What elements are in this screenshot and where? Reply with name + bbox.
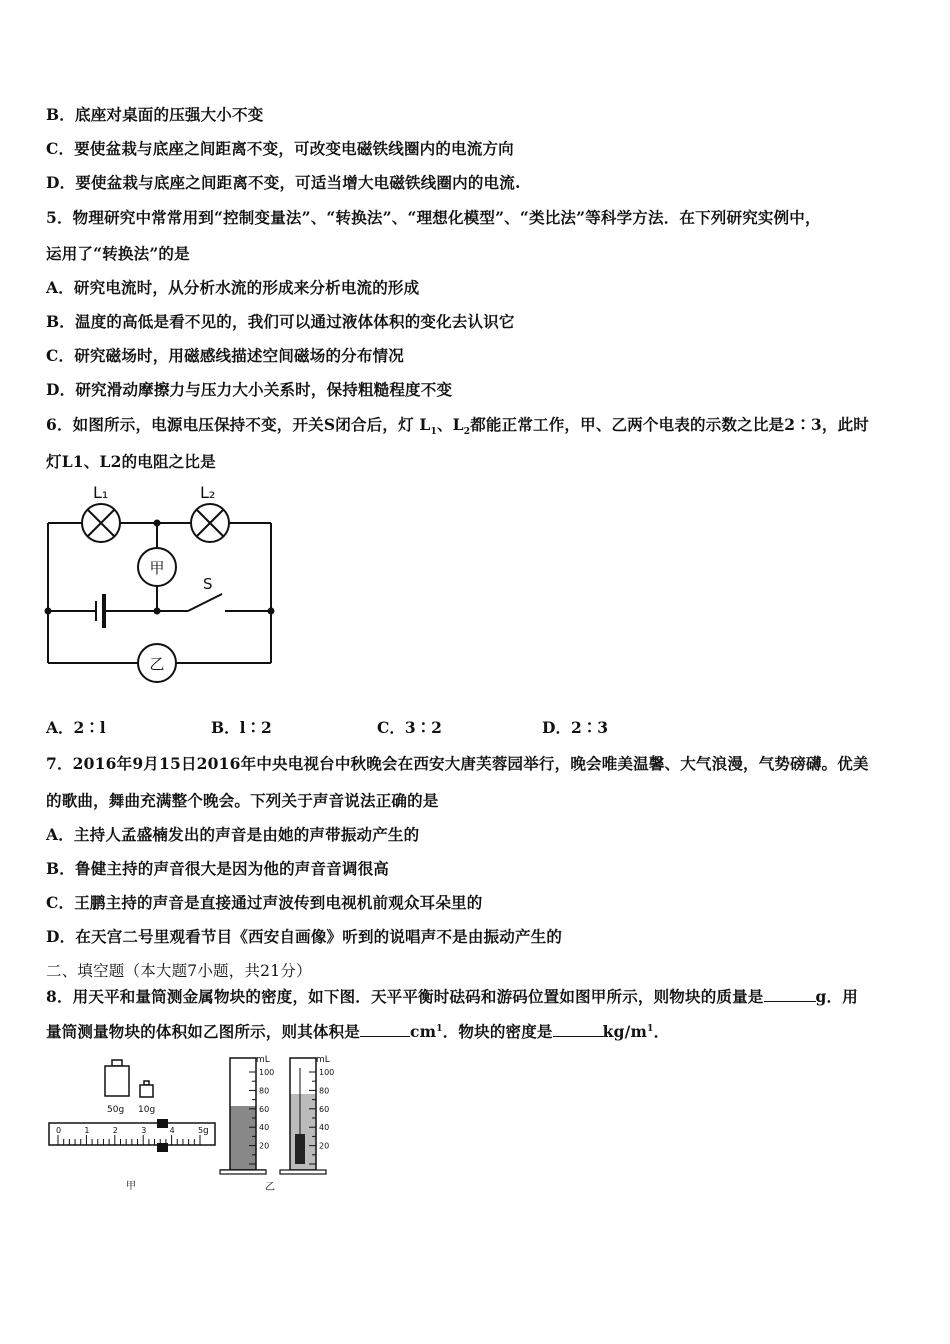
q8-stem-part: ．物块的密度是 [442, 1022, 553, 1041]
label-meter-b: 乙 [149, 655, 165, 673]
label-meter-a: 甲 [149, 559, 165, 577]
section-heading: 二、填空题（本大题7小题，共21分） [46, 962, 312, 980]
q5-option-b: B．温度的高低是看不见的，我们可以通过液体体积的变化去认识它 [46, 312, 515, 331]
scale-tick-label: 5 [198, 1126, 204, 1135]
q6-option-a: A．2∶l [46, 718, 106, 737]
q5-option-a: A．研究电流时，从分析水流的形成来分析电流的形成 [46, 278, 420, 297]
q8-stem-part: g．用 [815, 987, 858, 1006]
rider-bottom-icon [157, 1143, 168, 1152]
q4-option-c: C．要使盆栽与底座之间距离不变，可改变电磁铁线圈内的电流方向 [46, 139, 514, 158]
q5-option-c: C．研究磁场时，用磁感线描述空间磁场的分布情况 [46, 346, 404, 365]
cylinder-tick-label: 40 [259, 1123, 270, 1133]
cylinder-1-unit: mL [256, 1055, 270, 1065]
q6-stem-line1 [46, 413, 869, 437]
cylinder-tick-label: 100 [259, 1068, 275, 1077]
circuit-diagram [40, 480, 285, 690]
caption-b: 乙 [265, 1182, 275, 1193]
q6-option-c: C．3∶2 [377, 718, 442, 737]
q8-stem-part: cm [410, 1022, 437, 1041]
label-l1: L₁ [93, 483, 109, 502]
q8-stem-part: 量筒测量物块的体积如乙图所示，则其体积是 [46, 1022, 361, 1041]
q4-option-b: B．底座对桌面的压强大小不变 [46, 105, 264, 124]
balance-figure [44, 1055, 224, 1195]
answer-blank-mass[interactable] [764, 987, 816, 1002]
subscript: 1 [430, 427, 437, 438]
cylinder-2 [280, 1055, 334, 1174]
q7-option-d: D．在天宫二号里观看节目《西安自画像》听到的说唱声不是由振动产生的 [46, 927, 563, 946]
q7-stem-line2: 的歌曲，舞曲充满整个晚会。下列关于声音说法正确的是 [46, 791, 439, 810]
q6-stem-part: 、L [436, 415, 464, 434]
switch-icon [188, 594, 222, 611]
cylinder-1 [220, 1055, 274, 1174]
q6-option-b: B．l∶2 [211, 718, 272, 737]
label-l2: L₂ [200, 483, 216, 502]
q8-stem-part: 8．用天平和量筒测金属物块的密度，如下图．天平平衡时砝码和游码位置如图甲所示，则物块的质量是 [46, 987, 764, 1006]
cylinder-tick-label: 60 [319, 1104, 330, 1114]
cylinder-2-unit: mL [316, 1055, 330, 1065]
q5-stem-line1: 5．物理研究中常常用到“控制变量法”、“转换法”、“理想化模型”、“类比法”等科学方法．在下列研究实例中， [46, 208, 821, 227]
q7-option-b: B．鲁健主持的声音很大是因为他的声音音调很高 [46, 859, 390, 878]
q7-option-a: A．主持人孟盛楠发出的声音是由她的声带振动产生的 [46, 825, 420, 844]
weight-50g-icon [105, 1060, 129, 1096]
weight-50g-label: 50g [107, 1105, 125, 1115]
subscript: 2 [463, 427, 471, 438]
caption-a: 甲 [126, 1181, 136, 1192]
lamp-l1-icon [82, 504, 120, 542]
q8-stem-part: ． [653, 1022, 670, 1041]
q6-stem-part: 6．如图所示，电源电压保持不变，开关S闭合后，灯 L [46, 415, 431, 434]
q5-stem-line2: 运用了“转换法”的是 [46, 244, 190, 263]
q7-stem-line1: 7．2016年9月15日2016年中央电视台中秋晚会在西安大唐芙蓉园举行，晚会唯美温馨、大气浪漫，气势磅礴。优美 [46, 754, 869, 773]
q6-stem-part: 都能正常工作，甲、乙两个电表的示数之比是2∶3，此时 [470, 415, 870, 434]
scale-tick-label: 2 [112, 1126, 118, 1135]
lamp-l2-icon [191, 504, 229, 542]
cylinder-tick-label: 40 [319, 1123, 330, 1133]
q5-option-d: D．研究滑动摩擦力与压力大小关系时，保持粗糙程度不变 [46, 380, 453, 399]
scale-tick-label: 1 [84, 1126, 90, 1135]
scale-unit: g [203, 1126, 209, 1136]
cylinder-tick-label: 80 [319, 1086, 330, 1096]
q7-option-c: C．王鹏主持的声音是直接通过声波传到电视机前观众耳朵里的 [46, 893, 483, 912]
q4-option-d: D．要使盆栽与底座之间距离不变，可适当增大电磁铁线圈内的电流. [46, 173, 521, 192]
cylinder-tick-label: 60 [259, 1104, 270, 1114]
scale-tick-label: 3 [141, 1126, 147, 1135]
q6-stem-line2: 灯L1、L2的电阻之比是 [46, 452, 216, 471]
cylinder-tick-label: 100 [319, 1068, 335, 1077]
cylinder-figure [215, 1050, 345, 1195]
label-switch: S [203, 575, 213, 593]
weight-10g-label: 10g [138, 1105, 156, 1115]
weight-10g-icon [140, 1081, 153, 1097]
q8-stem-line2 [46, 1020, 669, 1042]
answer-blank-density[interactable] [553, 1022, 603, 1037]
scale-tick-label: 0 [56, 1126, 62, 1135]
scale-tick-label: 4 [169, 1126, 175, 1135]
q8-stem-line1 [46, 985, 858, 1007]
battery-icon [96, 594, 104, 628]
superscript: 1 [436, 1023, 443, 1034]
cylinder-tick-label: 80 [259, 1086, 270, 1096]
q8-stem-part: kg/m [602, 1022, 648, 1041]
cylinder-tick-label: 20 [319, 1141, 330, 1151]
q6-option-d: D．2∶3 [542, 718, 609, 737]
q6-options [46, 716, 746, 736]
answer-blank-volume[interactable] [360, 1022, 410, 1037]
cylinder-tick-label: 20 [259, 1141, 270, 1151]
rider-icon [157, 1119, 168, 1128]
superscript: 1 [647, 1023, 654, 1034]
